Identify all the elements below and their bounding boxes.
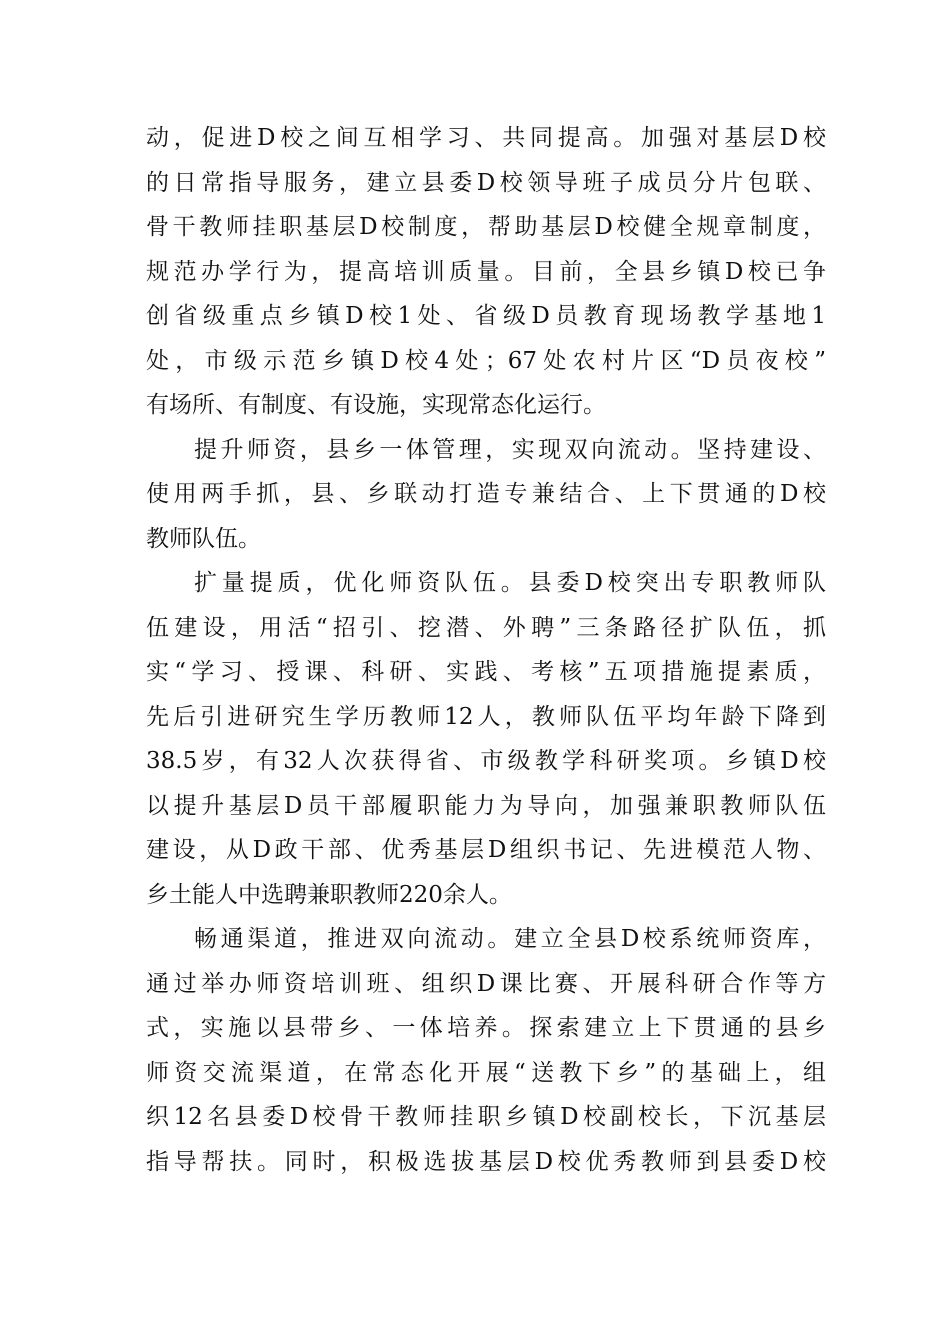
text-line: 提升师资，县乡一体管理，实现双向流动。坚持建设、 xyxy=(194,436,826,463)
text-line: 实“学习、授课、科研、实践、考核”五项措施提素质， xyxy=(146,659,826,685)
text-line: 指导帮扶。同时，积极选拔基层D校优秀教师到县委D校 xyxy=(146,1148,826,1175)
text-line: 动，促进D校之间互相学习、共同提高。加强对基层D校 xyxy=(146,125,826,151)
paragraph xyxy=(146,917,826,1184)
text-line: 织12名县委D校骨干教师挂职乡镇D校副校长，下沉基层 xyxy=(146,1104,826,1130)
text-line: 乡土能人中选聘兼职教师220余人。 xyxy=(146,881,512,908)
text-line: 骨干教师挂职基层D校制度，帮助基层D校健全规章制度， xyxy=(146,214,826,240)
text-line: 处，市级示范乡镇D校4处；67处农村片区“D员夜校” xyxy=(146,347,826,374)
text-line: 使用两手抓，县、乡联动打造专兼结合、上下贯通的D校 xyxy=(146,481,826,507)
text-line: 师资交流渠道，在常态化开展“送教下乡”的基础上，组 xyxy=(146,1059,826,1086)
text-line: 教师队伍。 xyxy=(146,525,261,552)
body-text xyxy=(146,116,826,1184)
paragraph xyxy=(146,428,826,562)
text-line: 规范办学行为，提高培训质量。目前，全县乡镇D校已争 xyxy=(146,258,826,285)
text-line: 先后引进研究生学历教师12人，教师队伍平均年龄下降到 xyxy=(146,703,826,730)
text-line: 通过举办师资培训班、组织D课比赛、开展科研合作等方 xyxy=(146,970,826,997)
text-line: 伍建设，用活“招引、挖潜、外聘”三条路径扩队伍，抓 xyxy=(146,614,826,641)
text-line: 扩量提质，优化师资队伍。县委D校突出专职教师队 xyxy=(194,570,826,596)
text-line: 建设，从D政干部、优秀基层D组织书记、先进模范人物、 xyxy=(146,837,826,863)
text-line: 以提升基层D员干部履职能力为导向，加强兼职教师队伍 xyxy=(146,792,826,819)
paragraph xyxy=(146,561,826,917)
text-line: 有场所、有制度、有设施，实现常态化运行。 xyxy=(146,392,606,418)
paragraph xyxy=(146,116,826,428)
text-line: 38.5岁，有32人次获得省、市级教学科研奖项。乡镇D校 xyxy=(146,748,826,774)
text-line: 式，实施以县带乡、一体培养。探索建立上下贯通的县乡 xyxy=(146,1015,826,1041)
text-line: 的日常指导服务，建立县委D校领导班子成员分片包联、 xyxy=(146,169,826,196)
text-line: 畅通渠道，推进双向流动。建立全县D校系统师资库， xyxy=(194,926,826,952)
text-line: 创省级重点乡镇D校1处、省级D员教育现场教学基地1 xyxy=(146,303,826,329)
